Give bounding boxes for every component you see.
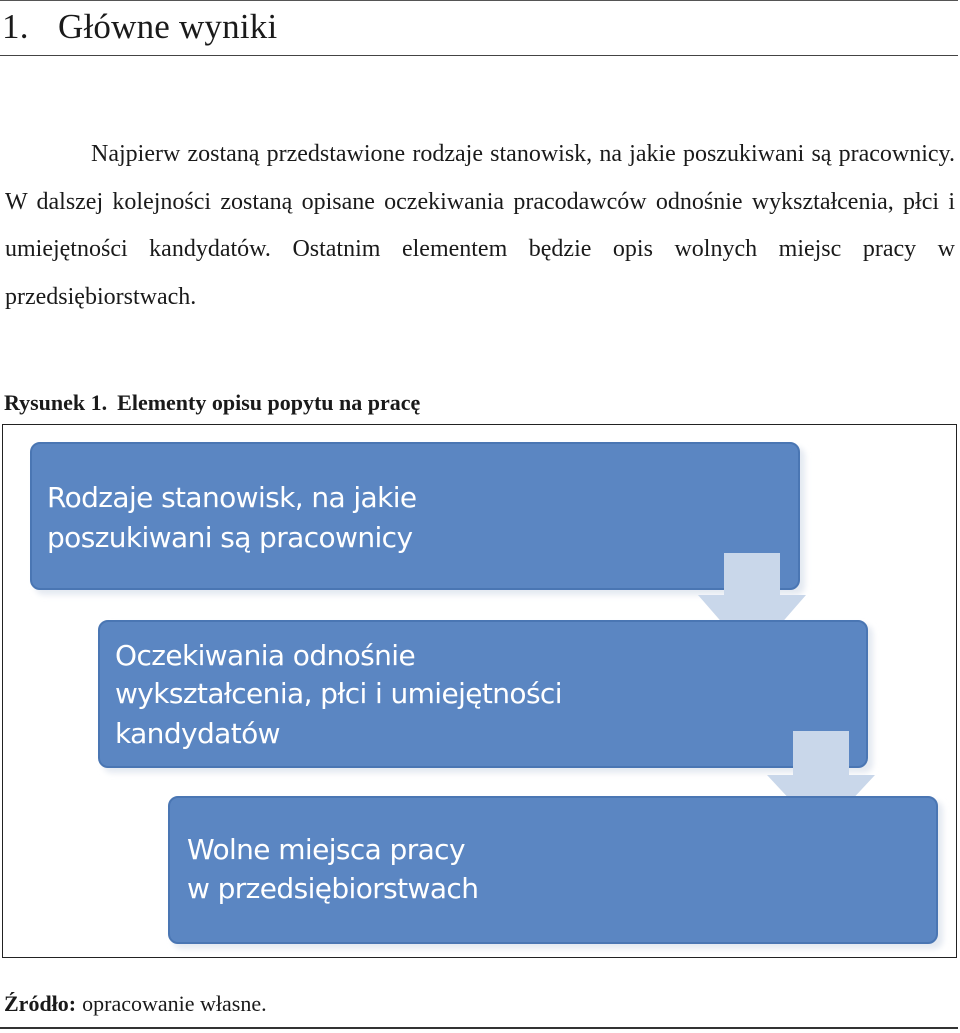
step-3-text: Wolne miejsca pracy w przedsiębiorstwach <box>187 833 479 905</box>
source-text: opracowanie własne. <box>82 991 267 1016</box>
bottom-rule <box>0 1027 958 1029</box>
figure-title: Elementy opisu popytu na pracę <box>117 390 421 415</box>
section-heading <box>2 4 277 50</box>
step-3-box <box>169 797 937 943</box>
figure-source <box>4 987 267 1021</box>
figure-label: Rysunek 1. <box>4 390 108 415</box>
section-title: Główne wyniki <box>58 7 278 46</box>
process-diagram <box>3 425 957 958</box>
step-1-box <box>31 443 799 589</box>
figure-caption <box>4 386 420 420</box>
step-1-text: Rodzaje stanowisk, na jakie poszukiwani są pracownicy <box>47 481 417 554</box>
figure-diagram <box>2 424 957 958</box>
heading-rule <box>0 55 958 56</box>
step-2-text: Oczekiwania odnośnie wykształcenia, płci i umiejętności kandydatów <box>115 639 562 750</box>
source-label: Źródło: <box>4 991 77 1016</box>
section-number: 1. <box>2 7 29 46</box>
intro-paragraph: Najpierw zostaną przedstawione rodzaje stanowisk, na jakie poszukiwani są pracownicy. W dalszej kolejności zostaną opisane oczekiwania pracodawców odnośnie wykształcenia, płci i umiejętności kandydatów. Ostatnim elementem będzie opis wolnych miejsc pracy w przedsiębiorstwach. <box>5 141 955 310</box>
top-rule <box>0 0 958 1</box>
